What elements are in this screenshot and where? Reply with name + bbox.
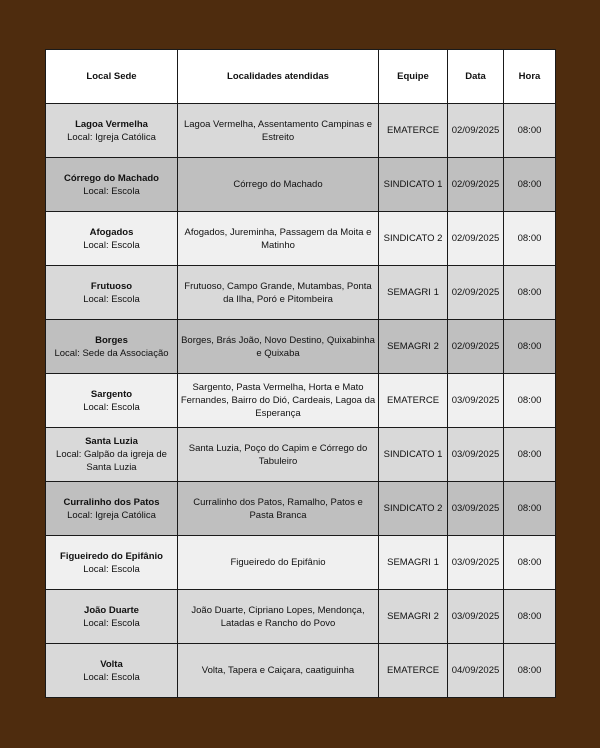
localidades-cell: Santa Luzia, Poço do Capim e Córrego do Tabuleiro [178, 428, 379, 482]
hora-cell: 08:00 [504, 266, 556, 320]
equipe-cell: SEMAGRI 1 [379, 266, 448, 320]
localidades-cell: Borges, Brás João, Novo Destino, Quixabinha e Quixaba [178, 320, 379, 374]
hora-cell: 08:00 [504, 482, 556, 536]
sede-name: Frutuoso [90, 280, 133, 292]
sede-local: Local: Escola [83, 401, 140, 413]
data-cell: 03/09/2025 [448, 482, 504, 536]
localidades-cell: Lagoa Vermelha, Assentamento Campinas e Estreito [178, 104, 379, 158]
table-row [46, 590, 556, 644]
hora-cell: 08:00 [504, 212, 556, 266]
header-equipe: Equipe [379, 50, 448, 104]
sede-local: Local: Escola [83, 185, 140, 197]
localidades-cell: João Duarte, Cipriano Lopes, Mendonça, Latadas e Rancho do Povo [178, 590, 379, 644]
sede-cell [46, 104, 178, 158]
sede-name: João Duarte [84, 604, 139, 616]
sede-cell [46, 266, 178, 320]
hora-cell: 08:00 [504, 104, 556, 158]
equipe-cell: SEMAGRI 2 [379, 320, 448, 374]
table-row [46, 536, 556, 590]
data-cell: 02/09/2025 [448, 266, 504, 320]
sede-name: Córrego do Machado [63, 172, 159, 184]
sede-local: Local: Galpão da igreja de Santa Luzia [56, 449, 167, 473]
sede-cell [46, 428, 178, 482]
sede-local: Local: Escola [83, 617, 140, 629]
data-cell: 02/09/2025 [448, 158, 504, 212]
sede-name: Lagoa Vermelha [75, 118, 148, 130]
hora-cell: 08:00 [504, 428, 556, 482]
localidades-cell: Figueiredo do Epifânio [178, 536, 379, 590]
sede-local: Local: Igreja Católica [67, 509, 156, 521]
sede-cell [46, 644, 178, 698]
hora-cell: 08:00 [504, 374, 556, 428]
equipe-cell: SINDICATO 1 [379, 158, 448, 212]
sede-cell [46, 158, 178, 212]
sede-cell [46, 212, 178, 266]
localidades-cell: Afogados, Jureminha, Passagem da Moita e Matinho [178, 212, 379, 266]
equipe-cell: EMATERCE [379, 104, 448, 158]
hora-cell: 08:00 [504, 320, 556, 374]
equipe-cell: EMATERCE [379, 374, 448, 428]
hora-cell: 08:00 [504, 644, 556, 698]
hora-cell: 08:00 [504, 590, 556, 644]
sede-name: Afogados [89, 226, 134, 238]
equipe-cell: SINDICATO 2 [379, 482, 448, 536]
sede-name: Curralinho dos Patos [63, 496, 160, 508]
sede-name: Sargento [90, 388, 133, 400]
sede-local: Local: Escola [83, 671, 140, 683]
table-row [46, 320, 556, 374]
table-row [46, 644, 556, 698]
table-row [46, 158, 556, 212]
table-row [46, 212, 556, 266]
data-cell: 03/09/2025 [448, 374, 504, 428]
equipe-cell: SINDICATO 1 [379, 428, 448, 482]
sede-cell [46, 320, 178, 374]
localidades-cell: Curralinho dos Patos, Ramalho, Patos e Pasta Branca [178, 482, 379, 536]
data-cell: 03/09/2025 [448, 428, 504, 482]
schedule-table [45, 49, 556, 698]
sede-cell [46, 536, 178, 590]
table-row [46, 482, 556, 536]
table-row [46, 374, 556, 428]
header-localidades: Localidades atendidas [178, 50, 379, 104]
hora-cell: 08:00 [504, 158, 556, 212]
header-data: Data [448, 50, 504, 104]
sede-name: Figueiredo do Epifânio [60, 550, 163, 562]
data-cell: 04/09/2025 [448, 644, 504, 698]
sede-name: Volta [100, 658, 123, 670]
data-cell: 02/09/2025 [448, 104, 504, 158]
data-cell: 03/09/2025 [448, 536, 504, 590]
data-cell: 02/09/2025 [448, 320, 504, 374]
equipe-cell: SINDICATO 2 [379, 212, 448, 266]
data-cell: 02/09/2025 [448, 212, 504, 266]
equipe-cell: EMATERCE [379, 644, 448, 698]
sede-local: Local: Escola [83, 293, 140, 305]
sede-local: Local: Igreja Católica [67, 131, 156, 143]
sede-local: Local: Escola [83, 239, 140, 251]
sede-cell [46, 482, 178, 536]
sede-name: Santa Luzia [85, 436, 138, 447]
localidades-cell: Córrego do Machado [178, 158, 379, 212]
equipe-cell: SEMAGRI 1 [379, 536, 448, 590]
table-row [46, 428, 556, 482]
header-local-sede: Local Sede [46, 50, 178, 104]
sede-name: Borges [95, 334, 128, 346]
table-row [46, 104, 556, 158]
table-row [46, 266, 556, 320]
header-row [46, 50, 556, 104]
data-cell: 03/09/2025 [448, 590, 504, 644]
localidades-cell: Sargento, Pasta Vermelha, Horta e Mato Fernandes, Bairro do Dió, Cardeais, Lagoa da Esperança [178, 374, 379, 428]
localidades-cell: Volta, Tapera e Caiçara, caatiguinha [178, 644, 379, 698]
sede-cell [46, 374, 178, 428]
header-hora: Hora [504, 50, 556, 104]
sede-cell [46, 590, 178, 644]
localidades-cell: Frutuoso, Campo Grande, Mutambas, Ponta da Ilha, Poró e Pitombeira [178, 266, 379, 320]
sede-local: Local: Sede da Associação [54, 347, 169, 359]
hora-cell: 08:00 [504, 536, 556, 590]
equipe-cell: SEMAGRI 2 [379, 590, 448, 644]
sede-local: Local: Escola [83, 563, 140, 575]
